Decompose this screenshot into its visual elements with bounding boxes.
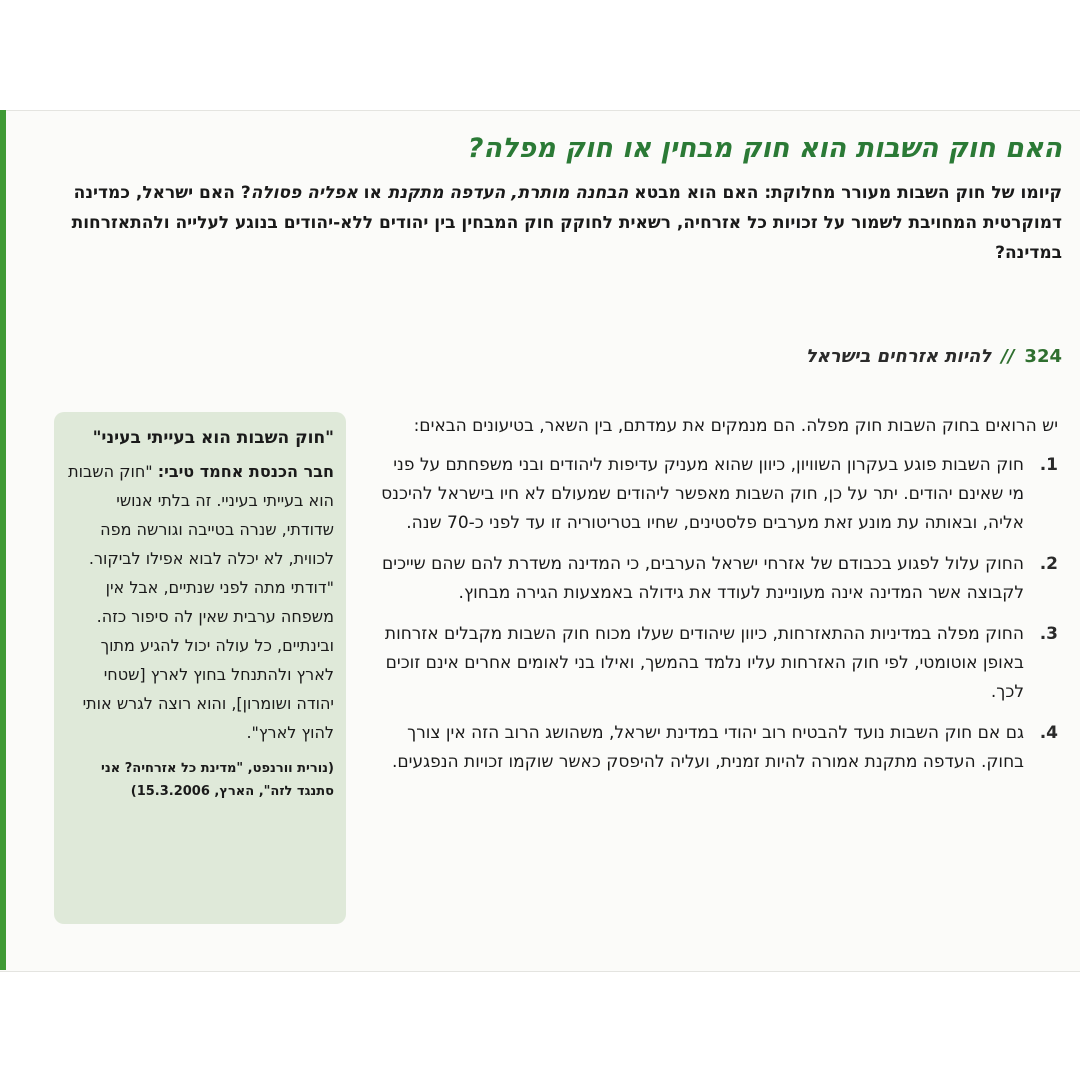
intro-text-3: ? האם ישראל, כמדינה דמוקרטית המחויבת לשמור על זכויות כל אזרחיה, רשאית לחוקק חוק המבחין בין יהודים ללא-יהודים בנוגע לעלייה ולהתאזרחות במדינה? [71,183,1062,263]
argument-item [378,451,1058,538]
argument-number: 1. [1039,455,1058,475]
running-head-separator: // [1001,346,1015,367]
argument-item [378,719,1058,777]
arguments-intro: יש הרואים בחוק השבות חוק מפלה. הם מנמקים את עמדתם, בין השאר, בטיעונים הבאים: [413,416,1058,436]
argument-text: החוק עלול לפגוע בכבודם של אזרחי ישראל הערבים, כי המדינה משדרת להם שהם שייכים לקבוצה אשר המדינה אינה מעוניינת לעודד את גידולה באמצעות הגירה מבחוץ. [381,554,1024,603]
intro-text-2: או [357,183,388,203]
sidebar-source: (נורית וורנפט, "מדינת כל אזרחיה? אני סתנגד לזה", הארץ, 15.3.2006) [101,761,334,799]
argument-number: 2. [1039,554,1058,574]
argument-number: 4. [1039,723,1058,743]
argument-text: חוק השבות פוגע בעקרון השוויון, כיוון שהוא מעניק עדיפות ליהודים ובני משפחתם על פני מי שאינם יהודים. יתר על כן, חוק השבות מאפשר ליהודים שמעולם לא חיו בישראל להיכנס אליה, ובאותה עת מונע זאת מערבים פלסטינים, שחיו בטריטוריה זו עד לפני כ-70 שנה. [381,455,1024,533]
argument-item [378,620,1058,707]
argument-text: גם אם חוק השבות נועד להבטיח רוב יהודי במדינת ישראל, משהושג הרוב הזה אין צורך בחוק. העדפה מתקנת אמורה להיות זמנית, ועליה להיפסק כאשר שוקמו זכויות הנפגעים. [391,723,1024,772]
running-head-title: להיות אזרחים בישראל [805,346,992,367]
sidebar-quote-text: "חוק השבות הוא בעייתי בעיניי. זה בלתי אנושי שדודתי, שנרה בטייבה וגורשה מפה לכווית, לא יכלה לבוא אפילו לביקור. "דודתי מתה לפני שנתיים, אבל אין משפחה ערבית שאין לה סיפור כזה. ובינתיים, כל עולה יכול להגיע מתוך לארץ ולהתנחל בחוץ לארץ [שטחי יהודה ושומרון], והוא רוצה לגרש אותי להוץ לארץ". [68,462,334,742]
intro-emphasis-1: הבחנה מותרת, העדפה מתקנת [387,183,629,203]
argument-text: החוק מפלה במדיניות ההתאזרחות, כיוון שיהודים שעלו מכוח חוק השבות מקבלים אזרחות באופן אוטומטי, לפי חוק האזרחות עליו נלמד בהמשך, ואילו בני לאומים אחרים אינם זוכים לכך. [384,624,1024,702]
page-number: 324 [1024,346,1062,367]
main-text-column [378,412,1058,789]
argument-item [378,550,1058,608]
arguments-list [378,451,1058,777]
intro-paragraph [12,178,1062,268]
sidebar-quote [66,457,334,747]
sidebar-speaker: חבר הכנסת אחמד טיבי: [157,462,334,481]
intro-emphasis-2: אפליה פסולה [250,183,358,203]
running-head [806,346,1062,367]
intro-text-1: קיומו של חוק השבות מעורר מחלוקת: האם הוא מבטא [628,183,1062,203]
sidebar-title: "חוק השבות הוא בעייתי בעיני" [92,428,334,448]
margin-accent-bar [0,110,6,970]
argument-number: 3. [1039,624,1058,644]
section-heading: האם חוק השבות הוא חוק מבחין או חוק מפלה? [467,133,1062,164]
quote-sidebar [54,412,346,924]
